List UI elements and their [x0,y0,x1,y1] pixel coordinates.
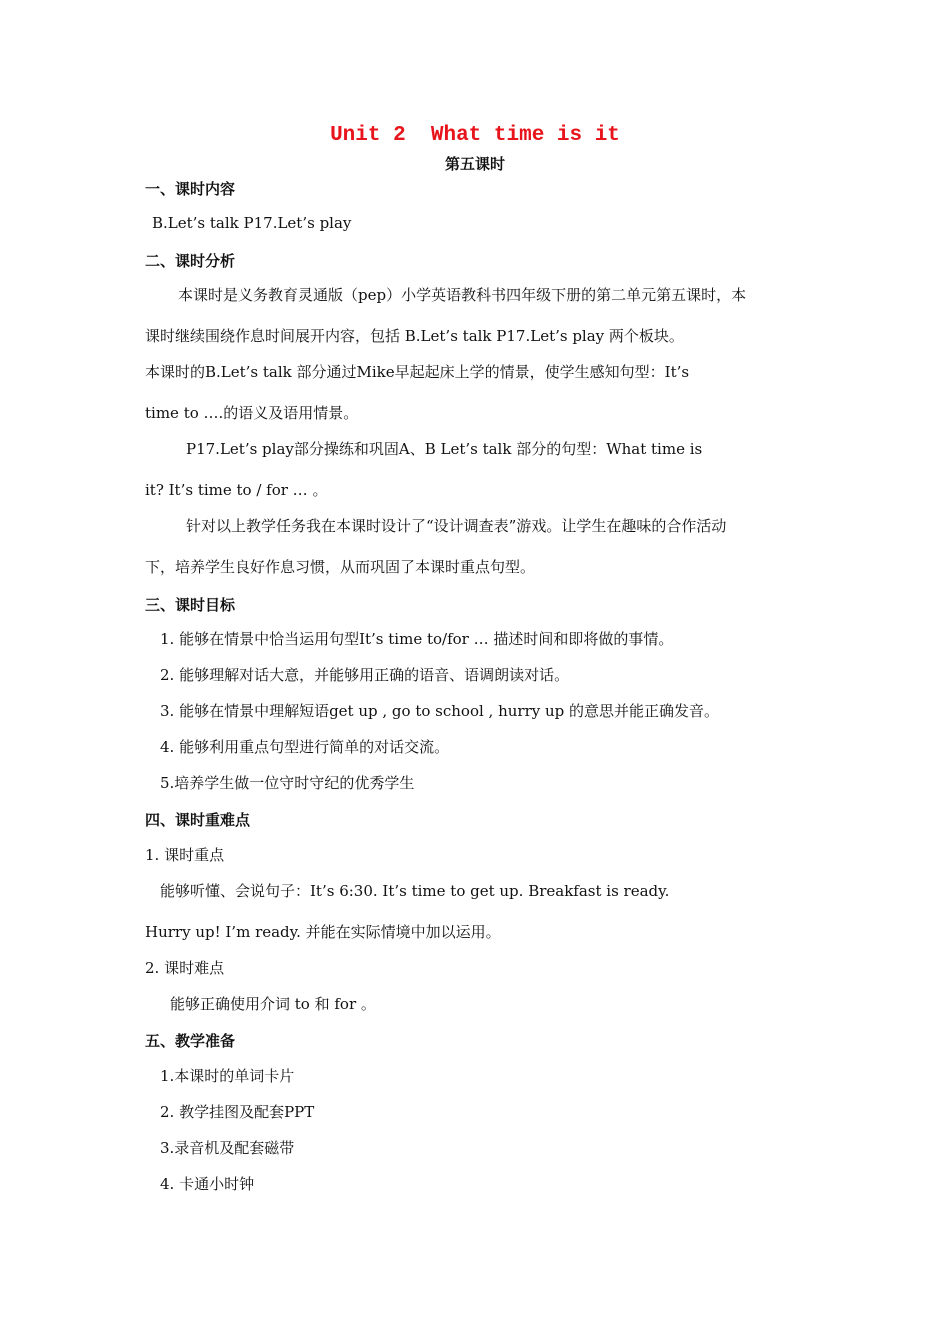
analysis-line: 本课时是义务教育灵通版（pep）小学英语教科书四年级下册的第二单元第五课时，本 [178,286,747,304]
preparation-item: 1.本课时的单词卡片 [160,1067,295,1085]
keypoint-line: 1. 课时重点 [145,846,225,864]
keypoint-line: 能够听懂、会说句子：It’s 6:30. It’s time to get up. Breakfast is ready. [160,882,670,900]
analysis-line: it? It’s time to / for … 。 [145,481,328,499]
document-title: Unit 2 What time is it [330,124,620,147]
section-heading-content: 一、课时内容 [145,180,236,198]
section-heading-keypoints: 四、课时重难点 [145,811,251,829]
document-subtitle: 第五课时 [444,155,505,173]
analysis-line: 下，培养学生良好作息习惯，从而巩固了本课时重点句型。 [145,558,536,576]
analysis-line: time to ….的语义及语用情景。 [145,404,359,422]
preparation-item: 3.录音机及配套磁带 [160,1139,295,1157]
objective-item: 3. 能够在情景中理解短语get up , go to school , hurry up 的意思并能正确发音。 [160,702,720,720]
analysis-line: 本课时的B.Let’s talk 部分通过Mike早起起床上学的情景，使学生感知句型：It’s [145,363,690,381]
section-heading-objectives: 三、课时目标 [145,596,236,614]
objective-item: 4. 能够利用重点句型进行简单的对话交流。 [160,738,450,756]
content-line: B.Let’s talk P17.Let’s play [152,214,352,232]
section-heading-preparation: 五、教学准备 [145,1032,236,1050]
preparation-item: 4. 卡通小时钟 [160,1175,255,1193]
objective-item: 2. 能够理解对话大意，并能够用正确的语音、语调朗读对话。 [160,666,570,684]
analysis-line: P17.Let’s play部分操练和巩固A、B Let’s talk 部分的句型：What time is [186,440,703,458]
keypoint-line: Hurry up! I’m ready. 并能在实际情境中加以运用。 [145,923,501,941]
analysis-line: 针对以上教学任务我在本课时设计了“设计调查表”游戏。让学生在趣味的合作活动 [186,517,727,535]
keypoint-line: 2. 课时难点 [145,959,225,977]
analysis-line: 课时继续围绕作息时间展开内容，包括 B.Let’s talk P17.Let’s play 两个板块。 [145,327,684,345]
keypoint-line: 能够正确使用介词 to 和 for 。 [170,995,376,1013]
section-heading-analysis: 二、课时分析 [145,252,236,270]
objective-item: 1. 能够在情景中恰当运用句型It’s time to/for … 描述时间和即将做的事情。 [160,630,674,648]
preparation-item: 2. 教学挂图及配套PPT [160,1103,315,1121]
objective-item: 5.培养学生做一位守时守纪的优秀学生 [160,774,415,792]
